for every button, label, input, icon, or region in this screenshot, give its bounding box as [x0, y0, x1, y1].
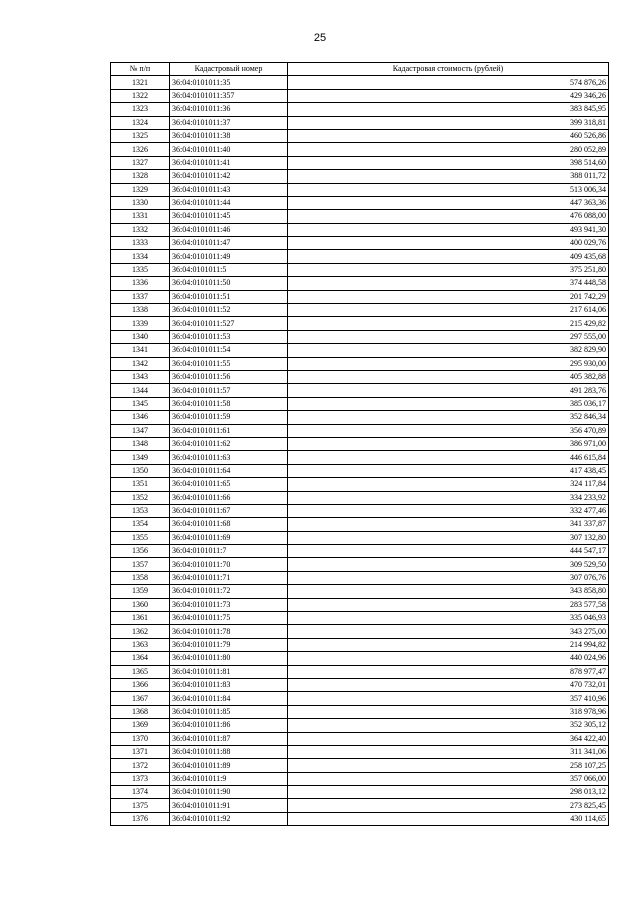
- row-cadastral-value: 352 305,12: [288, 719, 609, 732]
- table-row: [111, 665, 609, 678]
- row-index: 1321: [111, 76, 170, 89]
- row-cadastral-value: 400 029,76: [288, 237, 609, 250]
- row-index: 1366: [111, 678, 170, 691]
- table-row: [111, 156, 609, 169]
- row-cadastral-number: 36:04:0101011:36: [170, 103, 288, 116]
- row-cadastral-number: 36:04:0101011:90: [170, 786, 288, 799]
- row-index: 1349: [111, 451, 170, 464]
- table-row: [111, 585, 609, 598]
- table-row: [111, 250, 609, 263]
- row-cadastral-number: 36:04:0101011:59: [170, 411, 288, 424]
- table-row: [111, 732, 609, 745]
- row-cadastral-number: 36:04:0101011:57: [170, 384, 288, 397]
- row-index: 1333: [111, 237, 170, 250]
- table-row: [111, 397, 609, 410]
- row-cadastral-value: 356 470,89: [288, 424, 609, 437]
- row-cadastral-number: 36:04:0101011:75: [170, 612, 288, 625]
- row-cadastral-number: 36:04:0101011:63: [170, 451, 288, 464]
- row-index: 1334: [111, 250, 170, 263]
- row-cadastral-value: 446 615,84: [288, 451, 609, 464]
- row-cadastral-number: 36:04:0101011:46: [170, 223, 288, 236]
- table-row: [111, 598, 609, 611]
- row-cadastral-number: 36:04:0101011:66: [170, 491, 288, 504]
- table-row: [111, 437, 609, 450]
- table-row: [111, 304, 609, 317]
- row-cadastral-number: 36:04:0101011:9: [170, 772, 288, 785]
- row-cadastral-number: 36:04:0101011:72: [170, 585, 288, 598]
- row-cadastral-value: 307 132,80: [288, 531, 609, 544]
- table-row: [111, 571, 609, 584]
- row-cadastral-number: 36:04:0101011:87: [170, 732, 288, 745]
- row-index: 1358: [111, 571, 170, 584]
- row-index: 1323: [111, 103, 170, 116]
- table-row: [111, 558, 609, 571]
- cadastral-value-table: [110, 62, 609, 826]
- row-cadastral-number: 36:04:0101011:40: [170, 143, 288, 156]
- row-cadastral-value: 574 876,26: [288, 76, 609, 89]
- row-cadastral-number: 36:04:0101011:92: [170, 812, 288, 825]
- row-cadastral-value: 429 346,26: [288, 89, 609, 102]
- row-index: 1340: [111, 330, 170, 343]
- row-cadastral-number: 36:04:0101011:73: [170, 598, 288, 611]
- row-cadastral-value: 399 318,81: [288, 116, 609, 129]
- row-index: 1336: [111, 277, 170, 290]
- row-index: 1346: [111, 411, 170, 424]
- row-cadastral-value: 417 438,45: [288, 464, 609, 477]
- row-cadastral-value: 460 526,86: [288, 129, 609, 142]
- row-cadastral-number: 36:04:0101011:78: [170, 625, 288, 638]
- row-cadastral-value: 385 036,17: [288, 397, 609, 410]
- row-cadastral-value: 295 930,00: [288, 357, 609, 370]
- row-cadastral-number: 36:04:0101011:86: [170, 719, 288, 732]
- row-cadastral-number: 36:04:0101011:35: [170, 76, 288, 89]
- table-row: [111, 799, 609, 812]
- table-row: [111, 116, 609, 129]
- table-row: [111, 89, 609, 102]
- header-cadastral-value: Кадастровая стоимость (рублей): [288, 63, 609, 76]
- row-cadastral-number: 36:04:0101011:37: [170, 116, 288, 129]
- row-cadastral-number: 36:04:0101011:56: [170, 370, 288, 383]
- row-cadastral-value: 375 251,80: [288, 263, 609, 276]
- row-cadastral-value: 405 382,88: [288, 370, 609, 383]
- row-index: 1369: [111, 719, 170, 732]
- row-index: 1332: [111, 223, 170, 236]
- row-cadastral-value: 307 076,76: [288, 571, 609, 584]
- table-row: [111, 76, 609, 89]
- row-cadastral-number: 36:04:0101011:5: [170, 263, 288, 276]
- row-index: 1365: [111, 665, 170, 678]
- row-cadastral-value: 201 742,29: [288, 290, 609, 303]
- row-cadastral-value: 357 066,00: [288, 772, 609, 785]
- row-cadastral-number: 36:04:0101011:58: [170, 397, 288, 410]
- row-cadastral-value: 444 547,17: [288, 545, 609, 558]
- table-row: [111, 143, 609, 156]
- header-cadastral-number: Кадастровый номер: [170, 63, 288, 76]
- row-index: 1339: [111, 317, 170, 330]
- row-index: 1359: [111, 585, 170, 598]
- row-index: 1372: [111, 759, 170, 772]
- table-row: [111, 652, 609, 665]
- table-row: [111, 638, 609, 651]
- row-index: 1324: [111, 116, 170, 129]
- row-cadastral-value: 334 233,92: [288, 491, 609, 504]
- row-cadastral-value: 476 088,00: [288, 210, 609, 223]
- table-row: [111, 451, 609, 464]
- row-index: 1338: [111, 304, 170, 317]
- row-index: 1345: [111, 397, 170, 410]
- table-row: [111, 531, 609, 544]
- table-row: [111, 317, 609, 330]
- row-cadastral-value: 280 052,89: [288, 143, 609, 156]
- table-row: [111, 330, 609, 343]
- row-index: 1330: [111, 196, 170, 209]
- table-row: [111, 692, 609, 705]
- header-row: [111, 63, 609, 76]
- row-index: 1376: [111, 812, 170, 825]
- row-cadastral-value: 214 994,82: [288, 638, 609, 651]
- row-index: 1326: [111, 143, 170, 156]
- row-index: 1348: [111, 437, 170, 450]
- table-row: [111, 812, 609, 825]
- table-row: [111, 263, 609, 276]
- table-row: [111, 478, 609, 491]
- row-cadastral-value: 343 275,00: [288, 625, 609, 638]
- row-cadastral-number: 36:04:0101011:55: [170, 357, 288, 370]
- row-cadastral-number: 36:04:0101011:45: [170, 210, 288, 223]
- table-row: [111, 277, 609, 290]
- row-cadastral-number: 36:04:0101011:53: [170, 330, 288, 343]
- table-row: [111, 612, 609, 625]
- table-row: [111, 411, 609, 424]
- row-cadastral-value: 297 555,00: [288, 330, 609, 343]
- row-cadastral-value: 374 448,58: [288, 277, 609, 290]
- row-cadastral-value: 273 825,45: [288, 799, 609, 812]
- row-index: 1375: [111, 799, 170, 812]
- row-index: 1360: [111, 598, 170, 611]
- row-cadastral-value: 386 971,00: [288, 437, 609, 450]
- row-index: 1363: [111, 638, 170, 651]
- row-index: 1342: [111, 357, 170, 370]
- row-cadastral-value: 332 477,46: [288, 504, 609, 517]
- row-cadastral-value: 309 529,50: [288, 558, 609, 571]
- row-cadastral-value: 215 429,82: [288, 317, 609, 330]
- row-cadastral-value: 398 514,60: [288, 156, 609, 169]
- row-index: 1353: [111, 504, 170, 517]
- table-row: [111, 196, 609, 209]
- row-cadastral-value: 491 283,76: [288, 384, 609, 397]
- table-row: [111, 290, 609, 303]
- table-row: [111, 464, 609, 477]
- header-index: № п/п: [111, 63, 170, 76]
- row-cadastral-number: 36:04:0101011:52: [170, 304, 288, 317]
- page-number: 25: [313, 32, 327, 44]
- row-cadastral-number: 36:04:0101011:54: [170, 344, 288, 357]
- table-row: [111, 518, 609, 531]
- row-cadastral-value: 388 011,72: [288, 170, 609, 183]
- table-header: [111, 63, 609, 76]
- row-index: 1357: [111, 558, 170, 571]
- table-row: [111, 210, 609, 223]
- row-cadastral-value: 470 732,01: [288, 678, 609, 691]
- row-cadastral-value: 318 978,96: [288, 705, 609, 718]
- row-index: 1329: [111, 183, 170, 196]
- row-index: 1370: [111, 732, 170, 745]
- row-index: 1331: [111, 210, 170, 223]
- row-cadastral-value: 440 024,96: [288, 652, 609, 665]
- row-cadastral-value: 364 422,40: [288, 732, 609, 745]
- table-row: [111, 786, 609, 799]
- row-cadastral-value: 383 845,95: [288, 103, 609, 116]
- table-row: [111, 625, 609, 638]
- row-cadastral-value: 258 107,25: [288, 759, 609, 772]
- row-cadastral-value: 878 977,47: [288, 665, 609, 678]
- row-index: 1351: [111, 478, 170, 491]
- row-cadastral-number: 36:04:0101011:42: [170, 170, 288, 183]
- row-cadastral-number: 36:04:0101011:357: [170, 89, 288, 102]
- table-row: [111, 237, 609, 250]
- row-index: 1328: [111, 170, 170, 183]
- table-row: [111, 705, 609, 718]
- row-cadastral-number: 36:04:0101011:51: [170, 290, 288, 303]
- row-cadastral-value: 335 046,93: [288, 612, 609, 625]
- row-index: 1374: [111, 786, 170, 799]
- row-index: 1327: [111, 156, 170, 169]
- table-row: [111, 344, 609, 357]
- row-cadastral-number: 36:04:0101011:7: [170, 545, 288, 558]
- table-row: [111, 504, 609, 517]
- row-index: 1362: [111, 625, 170, 638]
- row-index: 1367: [111, 692, 170, 705]
- row-cadastral-number: 36:04:0101011:64: [170, 464, 288, 477]
- row-cadastral-value: 357 410,96: [288, 692, 609, 705]
- row-index: 1355: [111, 531, 170, 544]
- row-cadastral-number: 36:04:0101011:61: [170, 424, 288, 437]
- table-row: [111, 759, 609, 772]
- table-row: [111, 357, 609, 370]
- row-index: 1335: [111, 263, 170, 276]
- row-cadastral-number: 36:04:0101011:62: [170, 437, 288, 450]
- row-cadastral-number: 36:04:0101011:49: [170, 250, 288, 263]
- row-cadastral-value: 311 341,06: [288, 745, 609, 758]
- table-row: [111, 384, 609, 397]
- row-cadastral-number: 36:04:0101011:67: [170, 504, 288, 517]
- row-index: 1352: [111, 491, 170, 504]
- row-index: 1337: [111, 290, 170, 303]
- row-cadastral-value: 493 941,30: [288, 223, 609, 236]
- row-cadastral-value: 352 846,34: [288, 411, 609, 424]
- row-cadastral-number: 36:04:0101011:89: [170, 759, 288, 772]
- table-row: [111, 223, 609, 236]
- row-index: 1356: [111, 545, 170, 558]
- row-cadastral-number: 36:04:0101011:68: [170, 518, 288, 531]
- table-body: [111, 76, 609, 826]
- row-cadastral-number: 36:04:0101011:71: [170, 571, 288, 584]
- row-cadastral-number: 36:04:0101011:47: [170, 237, 288, 250]
- row-cadastral-number: 36:04:0101011:79: [170, 638, 288, 651]
- row-cadastral-value: 409 435,68: [288, 250, 609, 263]
- row-index: 1344: [111, 384, 170, 397]
- row-index: 1325: [111, 129, 170, 142]
- table-row: [111, 370, 609, 383]
- table-row: [111, 103, 609, 116]
- table-row: [111, 545, 609, 558]
- row-cadastral-number: 36:04:0101011:70: [170, 558, 288, 571]
- row-cadastral-number: 36:04:0101011:38: [170, 129, 288, 142]
- table-row: [111, 424, 609, 437]
- row-cadastral-value: 513 006,34: [288, 183, 609, 196]
- row-cadastral-value: 430 114,65: [288, 812, 609, 825]
- row-index: 1371: [111, 745, 170, 758]
- row-cadastral-number: 36:04:0101011:41: [170, 156, 288, 169]
- row-cadastral-value: 447 363,36: [288, 196, 609, 209]
- row-index: 1341: [111, 344, 170, 357]
- row-cadastral-number: 36:04:0101011:527: [170, 317, 288, 330]
- table-row: [111, 491, 609, 504]
- row-index: 1350: [111, 464, 170, 477]
- row-cadastral-value: 283 577,58: [288, 598, 609, 611]
- table-row: [111, 129, 609, 142]
- row-cadastral-number: 36:04:0101011:83: [170, 678, 288, 691]
- row-cadastral-number: 36:04:0101011:81: [170, 665, 288, 678]
- row-cadastral-number: 36:04:0101011:80: [170, 652, 288, 665]
- row-index: 1361: [111, 612, 170, 625]
- row-index: 1322: [111, 89, 170, 102]
- table-row: [111, 183, 609, 196]
- row-cadastral-value: 341 337,87: [288, 518, 609, 531]
- row-index: 1347: [111, 424, 170, 437]
- row-cadastral-number: 36:04:0101011:69: [170, 531, 288, 544]
- row-cadastral-number: 36:04:0101011:43: [170, 183, 288, 196]
- table-row: [111, 678, 609, 691]
- table-row: [111, 170, 609, 183]
- row-index: 1373: [111, 772, 170, 785]
- row-cadastral-value: 324 117,84: [288, 478, 609, 491]
- row-cadastral-value: 298 013,12: [288, 786, 609, 799]
- row-cadastral-number: 36:04:0101011:44: [170, 196, 288, 209]
- table-row: [111, 719, 609, 732]
- row-cadastral-number: 36:04:0101011:65: [170, 478, 288, 491]
- row-cadastral-number: 36:04:0101011:85: [170, 705, 288, 718]
- row-index: 1354: [111, 518, 170, 531]
- table-row: [111, 745, 609, 758]
- row-index: 1364: [111, 652, 170, 665]
- row-cadastral-number: 36:04:0101011:88: [170, 745, 288, 758]
- table-row: [111, 772, 609, 785]
- row-cadastral-value: 343 858,80: [288, 585, 609, 598]
- row-cadastral-number: 36:04:0101011:50: [170, 277, 288, 290]
- row-cadastral-number: 36:04:0101011:91: [170, 799, 288, 812]
- row-index: 1343: [111, 370, 170, 383]
- row-cadastral-number: 36:04:0101011:84: [170, 692, 288, 705]
- row-index: 1368: [111, 705, 170, 718]
- row-cadastral-value: 217 614,06: [288, 304, 609, 317]
- row-cadastral-value: 382 829,90: [288, 344, 609, 357]
